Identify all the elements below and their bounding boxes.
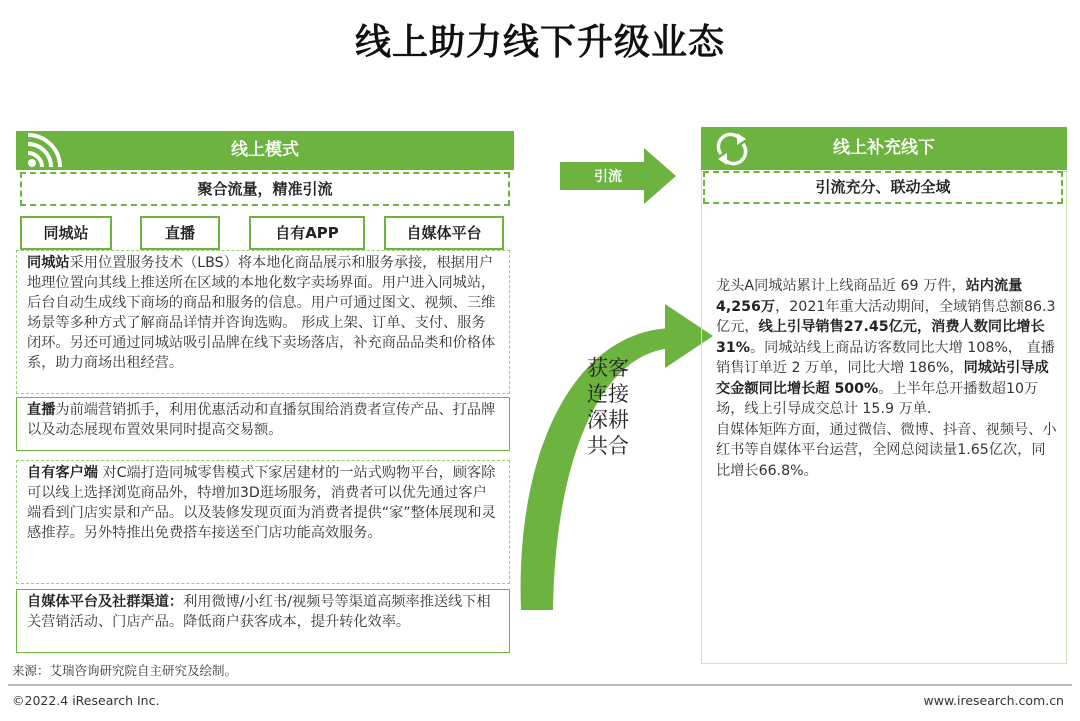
copyright: ©2022.4 iResearch Inc.	[12, 693, 160, 708]
keyword: 共合	[587, 434, 629, 458]
paragraph-self-media	[716, 420, 1059, 482]
block-text: 对C端打造同城零售模式下家居建材的一站式购物平台，顾客除可以线上选择浏览商品外，特增加3D逛场服务，消费者可以优先通过客户端看到门店实景和产品。以及装修发现页面为消费者提供“家”整体展现和灵感推荐。另外特推出免费搭车接送至门店功能高效服务。	[27, 465, 496, 541]
highlight-text: 线上引导销售27.45亿元，消费人数同比增长31%	[716, 319, 1045, 356]
keyword: 获客	[587, 356, 629, 380]
tag-self-media: 自媒体平台	[384, 216, 504, 250]
block-title: 自有客户端	[27, 465, 98, 481]
tag-own-app: 自有APP	[249, 216, 365, 250]
keyword: 连接	[587, 382, 629, 406]
body-text: 龙头A同城站累计上线商品近 69 万件，	[716, 278, 966, 294]
tag-same-city-site: 同城站	[20, 216, 112, 250]
page-title: 线上助力线下升级业态	[354, 22, 725, 63]
block-text: 采用位置服务技术（LBS）将本地化商品展示和服务承接，根据用户地理位置向其线上推送所在区域的本地化数字卖场界面。用户进入同城站，后台自动生成线下商场的商品和服务的信息。用户可通过图文、视频、三维场景等多种方式了解商品详情并咨询选购。 形成上架、订单、支付、服务闭环。另还可通过同城站吸引品牌在线下卖场落店，补充商品品类和价格体系，助力商场出租经营。	[27, 255, 496, 371]
block-text: 为前端营销抓手，利用优惠活动和直播氛围给消费者宣传产品、打品牌以及动态展现布置效果同时提高交易额。	[27, 402, 496, 438]
right-panel-subtitle: 引流充分、联动全域	[703, 171, 1063, 204]
refresh-cycle-icon	[713, 130, 751, 168]
right-panel-header	[701, 127, 1067, 170]
block-title: 直播	[27, 402, 56, 418]
middle-keywords	[580, 355, 636, 459]
highlight-text: 同城站引导成交金额同比增长超 500%	[716, 360, 1049, 397]
traffic-arrow	[560, 148, 676, 204]
block-self-media	[16, 589, 510, 653]
left-panel-title: 线上模式	[231, 140, 299, 160]
footer-divider	[8, 684, 1072, 686]
block-own-client	[16, 460, 510, 584]
tag-live: 直播	[140, 216, 220, 250]
body-text: 自媒体矩阵方面，通过微信、微博、抖音、视频号、小红书等自媒体平台运营，全网总阅读量1.65亿次，同比增长66.8%。	[716, 421, 1057, 479]
paragraph-stats	[716, 276, 1059, 420]
block-live	[16, 397, 510, 451]
right-panel-title: 线上补充线下	[833, 138, 935, 158]
left-panel-subtitle: 聚合流量，精准引流	[20, 172, 510, 206]
body-text: 。上半年总开播数超10万场，线上引导成交总计 15.9 万单.	[716, 380, 1039, 417]
right-panel-text	[716, 276, 1059, 481]
body-text: 。同城站线上商品访客数同比大增 108%， 直播销售订单近 2 万单，同比大增 186%，	[716, 339, 1055, 376]
highlight-text: 站内流量4,256万	[716, 278, 1023, 315]
block-same-city-site	[16, 250, 510, 394]
source-note: 来源：艾瑞咨询研究院自主研究及绘制。	[12, 663, 238, 678]
block-text: 利用微博/小红书/视频号等渠道高频率推送线下相关营销活动、门店产品。降低商户获客成本，提升转化效率。	[27, 594, 491, 630]
traffic-arrow-label: 引流	[594, 169, 622, 185]
left-panel-header	[16, 131, 514, 170]
wifi-signal-icon	[24, 133, 68, 169]
website-link[interactable]: www.iresearch.com.cn	[923, 693, 1064, 708]
block-title: 同城站	[27, 255, 70, 271]
block-title: 自媒体平台及社群渠道：	[27, 594, 184, 610]
body-text: ，2021年重大活动期间，全域销售总额86.3亿元，	[716, 298, 1056, 335]
keyword: 深耕	[587, 408, 629, 432]
